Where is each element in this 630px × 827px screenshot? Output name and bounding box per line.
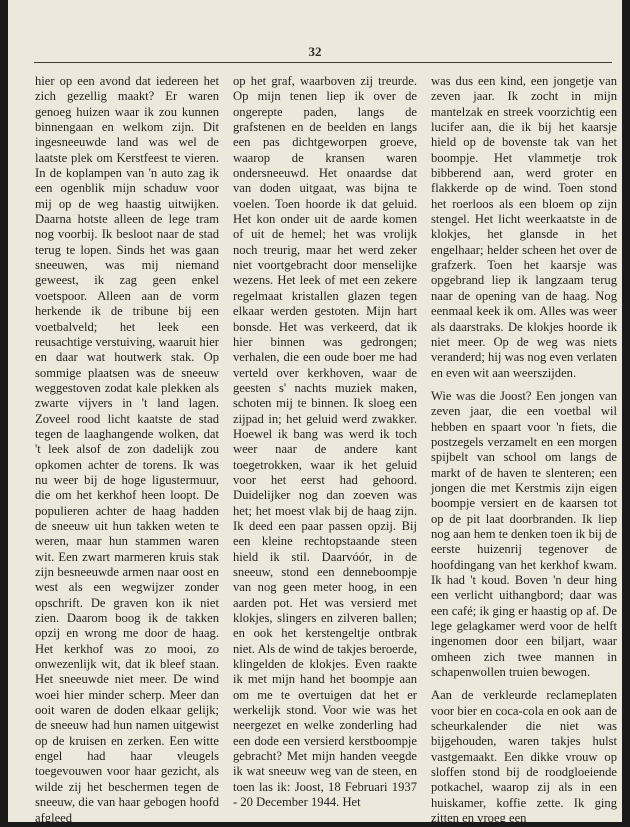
header-rule — [34, 62, 612, 63]
paragraph: hier op een avond dat iedereen het zich gezellig maakt? Er waren genoeg huizen waar ik zou kunnen binnengaan en welkom zijn. Dit ingesneeuwde land was wel de laatste plek om Kerstfeest te vieren. In de koplampen van 'n auto zag ik een ogenblik mijn schaduw voor mij op de weg haastig uitwijken. Daarna hotste alleen de lege tram nog voorbij. Ik besloot naar de stad terug te lopen. Sinds het was gaan sneeuwen, was mij niemand geweest, ik zag geen enkel voetspoor. Alleen aan de vorm herkende ik de tribune bij een voetbalveld; het leek een reusachtige verstuiving, waaruit hier en daar wat houtwerk stak. Op sommige plaatsen was de sneeuw weggestoven zodat kale plekken als zwarte vijvers in 't land lagen. Zoveel rood licht kaatste de stad tegen de laaghangende wolken, dat 't leek alsof de zon dadelijk zou opkomen achter de torens. Ik was nu weer bij de hoge ligustermuur, die om het kerkhof heen loopt. De populieren achter de haag hadden de sneeuw uit hun takken weten te weren, maar hun stammen waren wit. Een zwart marmeren kruis stak zijn besneeuwde armen naar oost en west als een wegwijzer zonder opschrift. De graven kon ik niet zien. Daarom boog ik de takken opzij en wrong me door de haag. Het kerkhof was zo mooi, zo onwezenlijk wit, dat ik bleef staan. Het sneeuwde niet meer. De wind woei hier minder scherp. Meer dan ooit waren de doden elkaar gelijk; de sneeuw had hun namen uitgewist op de kruisen en zerken. Een witte engel had haar vleugels toegevouwen voor haar gezicht, als wilde zij het beschermen tegen de sneeuw, die van haar gebogen hoofd afgleed — [35, 74, 219, 825]
paragraph: Aan de verkleurde reclameplaten voor bier en coca-cola en ook aan de scheurkalender die niet was bijgehouden, waren takjes hulst vastgemaakt. Een dikke vrouw op sloffen stond bij de roodgloeiende potkachel, waarop zij als in een huiskamer, koffie zette. Ik ging zitten en vroeg een — [431, 688, 617, 826]
text-column-middle — [233, 74, 417, 811]
paragraph: op het graf, waarboven zij treurde. Op mijn tenen liep ik over de ongerepte paden, langs de grafstenen en de beelden en langs een pas dichtgeworpen groeve, waarop de kransen waren ondersneeuwd. Het onaardse dat van doden uitgaat, was bijna te voelen. Toen hoorde ik dat geluid. Het kon onder uit de aarde komen of uit de hemel; het was vrolijk noch treurig, maar het werd zeker niet voortgebracht door menselijke wezens. Het leek of met een zekere regelmaat kristallen glazen tegen elkaar werden gestoten. Mijn hart bonsde. Het was verkeerd, dat ik hier binnen was gedrongen; verhalen, die een oude boer me had verteld over kerkhoven, waar de geesten s' nachts muziek maken, schoten mij te binnen. Ik sloeg een zijpad in; het geluid werd zwakker. Hoewel ik bang was werd ik toch weer naar de andere kant toegetrokken, waar ik het geluid voor het eerst had gehoord. Duidelijker nog dan zoeven was het; het moest vlak bij de haag zijn. Ik deed een paar passen opzij. Bij een kleine rechtopstaande steen hield ik stil. Daarvóór, in de sneeuw, stond een denneboompje van nog geen meter hoog, in een aarden pot. Het was versierd met klokjes, slingers en zilveren ballen; en ook het kerstengeltje ontbrak niet. Als de wind de takjes beroerde, klingelden de klokjes. Even raakte ik met mijn hand het boompje aan om me te overtuigen dat het er werkelijk stond. Voor wie was het neergezet en welke zonderling had een dode een versierd kerstboompje gebracht? Met mijn handen veegde ik wat sneeuw weg van de steen, en toen las ik: Joost, 18 Februari 1937 - 20 December 1944. Het — [233, 74, 417, 810]
page-number: 32 — [308, 44, 322, 59]
book-page — [8, 0, 622, 826]
paragraph: Wie was die Joost? Een jongen van zeven jaar, die een voetbal wil hebben en spaart voor 'n fiets, die postzegels verzamelt en een morgen spijbelt van school om langs de markt of de haven te slenteren; een jongen die met Kerstmis zijn eigen boompje versiert en de kaarsen tot op de pit laat doorbranden. Ik liep nog aan hem te denken toen ik bij de eerste huizenrij tegenover de hoofdingang van het kerkhof kwam. Ik had 't koud. Boven 'n deur hing een verlicht uithangbord; daar was een café; ik ging er haastig op af. De lege gelagkamer werd voor de helft ingenomen door een biljart, waar omheen zich twee mannen in schapenwollen truien bewogen. — [431, 388, 617, 680]
paragraph: was dus een kind, een jongetje van zeven jaar. Ik zocht in mijn mantelzak en streek voorzichtig een lucifer aan, die ik bij het kaarsje hield op de bovenste tak van het boompje. Het vlammetje trok bibberend aan, werd groter en flakkerde op de wind. Toen stond het roerloos als een bloem op zijn stengel. Het licht weerkaatste in de klokjes, het glansde in het engelhaar; helder scheen het over de grafzerk. Toen het kaarsje was opgebrand liep ik langzaam terug naar de opening van de haag. Nog eenmaal keek ik om. Alles was weer als daarstraks. De klokjes hoorde ik niet meer. Op de weg was niets veranderd; hij was nog even verlaten en even wit aan weerszijden. — [431, 74, 617, 380]
text-column-left — [35, 74, 219, 826]
text-column-right — [431, 74, 617, 827]
